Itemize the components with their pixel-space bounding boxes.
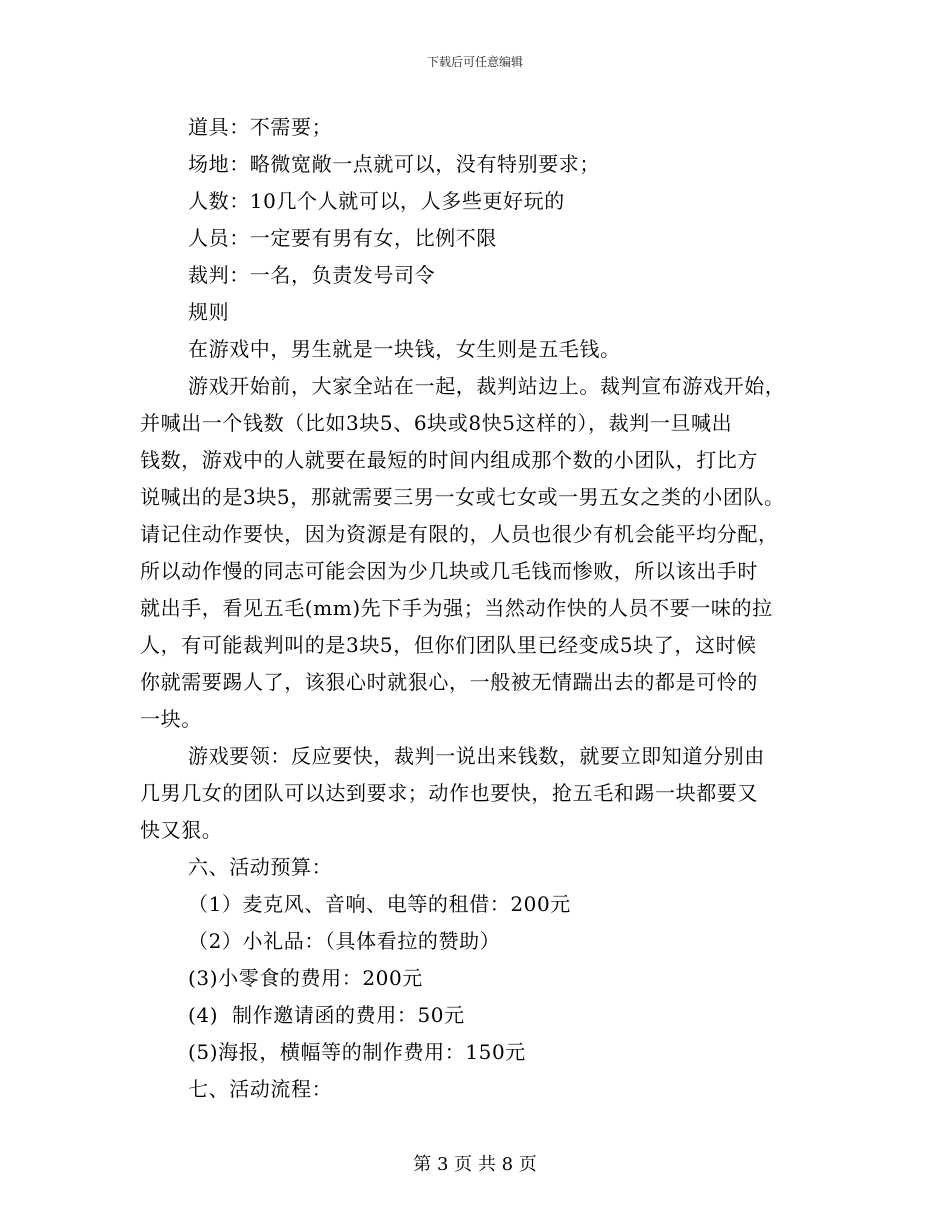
text-line: (3)小零食的费用：200元 [188, 966, 423, 990]
text-line: 钱数，游戏中的人就要在最短的时间内组成那个数的小团队，打比方 [140, 448, 758, 472]
text-line: 所以动作慢的同志可能会因为少几块或几毛钱而惨败，所以该出手时 [140, 559, 758, 583]
text-line: 你就需要踢人了，该狠心时就狠心，一般被无情踹出去的都是可怜的 [140, 670, 758, 694]
text-line: 场地：略微宽敞一点就可以，没有特别要求； [188, 152, 600, 176]
text-line: （1）麦克风、音响、电等的租借：200元 [188, 892, 571, 916]
text-line: (5)海报，横幅等的制作费用：150元 [188, 1040, 526, 1064]
text-line: 六、活动预算： [188, 855, 333, 879]
text-line: 请记住动作要快，因为资源是有限的，人员也很少有机会能平均分配， [140, 522, 779, 546]
text-line: 说喊出的是3块5，那就需要三男一女或七女或一男五女之类的小团队。 [140, 485, 785, 509]
text-line: 快又狠。 [140, 818, 223, 842]
text-line: (4) 制作邀请函的费用：50元 [188, 1003, 465, 1027]
text-line: 规则 [188, 300, 230, 324]
text-line: 并喊出一个钱数（比如3块5、6块或8快5这样的），裁判一旦喊出 [140, 411, 733, 435]
page-header: 下载后可任意编辑 [426, 55, 523, 69]
text-line: 游戏要领：反应要快，裁判一说出来钱数，就要立即知道分别由 [188, 744, 765, 768]
text-line: 裁判：一名，负责发号司令 [188, 263, 436, 287]
text-line: 道具：不需要； [188, 115, 333, 139]
text-line: 游戏开始前，大家全站在一起，裁判站边上。裁判宣布游戏开始， [188, 374, 786, 398]
text-line: 几男几女的团队可以达到要求；动作也要快，抢五毛和踢一块都要又 [140, 781, 758, 805]
text-line: 在游戏中，男生就是一块钱，女生则是五毛钱。 [188, 337, 621, 361]
text-line: 七、活动流程： [188, 1077, 333, 1101]
page-footer: 第 3 页 共 8 页 [413, 1154, 537, 1175]
text-line: 一块。 [140, 707, 202, 731]
text-line: 就出手，看见五毛(mm)先下手为强；当然动作快的人员不要一味的拉 [140, 596, 773, 620]
text-line: 人数：10几个人就可以，人多些更好玩的 [188, 189, 565, 213]
text-line: （2）小礼品：（具体看拉的赞助） [188, 929, 501, 953]
text-line: 人员：一定要有男有女，比例不限 [188, 226, 497, 250]
text-line: 人，有可能裁判叫的是3块5，但你们团队里已经变成5块了，这时候 [140, 633, 757, 657]
